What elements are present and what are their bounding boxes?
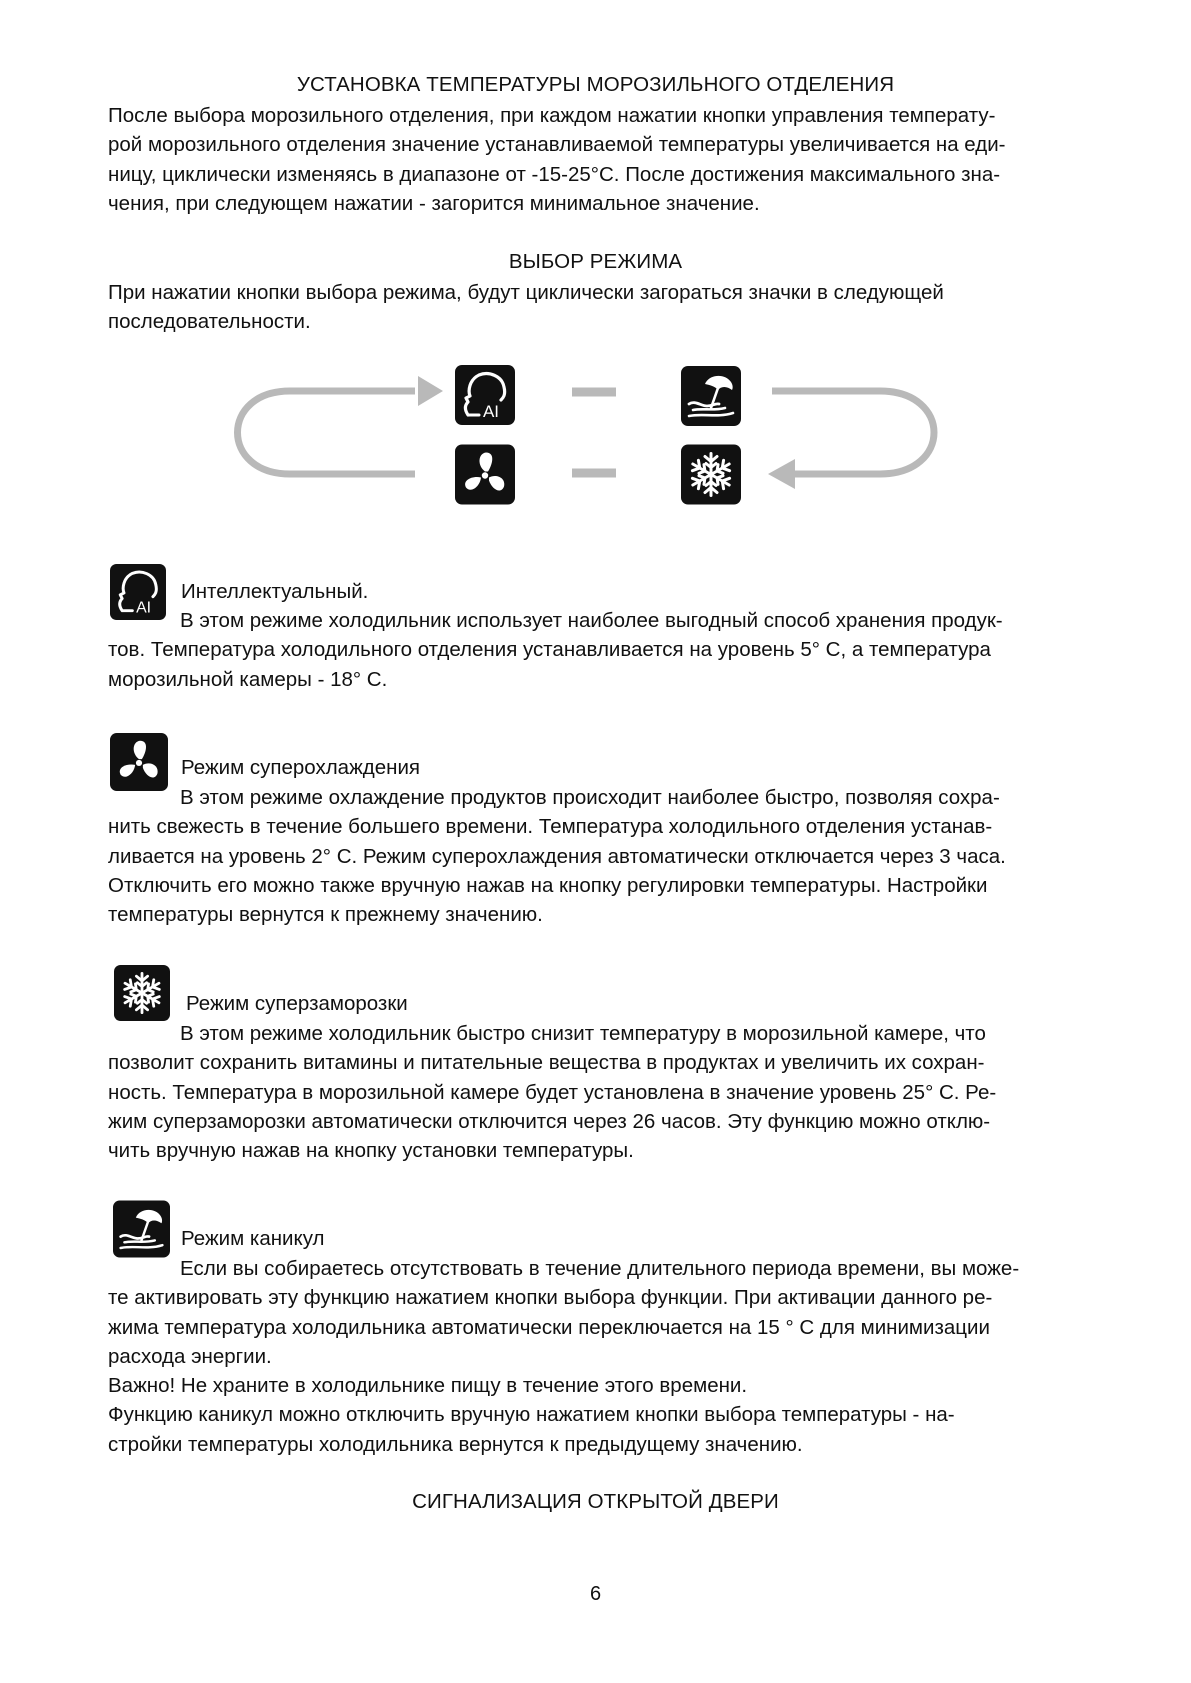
right-cycle-arrow: [772, 391, 934, 474]
text-line: ницу, циклически изменяясь в диапазоне от -15-25°С. После достижения максимального зна-: [108, 162, 1001, 186]
text-line: позволит сохранить витамины и питательные вещества в продуктах и увеличить их сохран-: [108, 1051, 985, 1075]
text-line: температуры вернутся к прежнему значению.: [108, 903, 543, 927]
text-line: последовательности.: [108, 310, 311, 334]
left-cycle-arrow: [238, 391, 416, 474]
superfreeze-mode-title: Режим суперзаморозки: [186, 992, 408, 1015]
mode-select-heading: ВЫБОР РЕЖИМА: [508, 250, 683, 273]
door-alarm-heading: СИГНАЛИЗАЦИЯ ОТКРЫТОЙ ДВЕРИ: [412, 1490, 779, 1513]
supercool-mode-title: Режим суперохлаждения: [181, 756, 421, 779]
holiday-mode-title: Режим каникул: [181, 1227, 325, 1250]
text-line: После выбора морозильного отделения, при каждом нажатии кнопки управления температу-: [108, 104, 996, 127]
text-line: расхода энергии.: [108, 1344, 272, 1368]
page-number: 6: [589, 1583, 602, 1605]
snowflake-icon: [681, 443, 741, 506]
text-line: Важно! Не храните в холодильнике пищу в течение этого времени.: [108, 1374, 748, 1398]
snowflake-icon: [114, 962, 170, 1024]
text-line: рой морозильного отделения значение устанавливаемой температуры увеличивается на еди-: [108, 133, 1006, 157]
text-line: Отключить его можно также вручную нажав на кнопку регулировки температуры. Настройки: [108, 873, 988, 897]
text-line: ность. Температура в морозильной камере будет установлена в значение уровень 25° С. Ре-: [108, 1080, 997, 1104]
text-line: нить свежесть в течение большего времени. Температура холодильного отделения устанав-: [108, 815, 993, 839]
umbrella-icon: [113, 1198, 170, 1260]
text-line: Если вы собираетесь отсутствовать в течение длительного периода времени, вы може-: [180, 1257, 1020, 1280]
supercool-mode-text: [108, 783, 1093, 929]
superfreeze-mode-text: [108, 1019, 1093, 1165]
ai-mode-title: Интеллектуальный.: [181, 580, 369, 603]
text-line: чить вручную нажав на кнопку установки температуры.: [108, 1139, 634, 1163]
umbrella-icon: [681, 364, 741, 428]
text-line: Функцию каникул можно отключить вручную нажатием кнопки выбора температуры - на-: [108, 1403, 955, 1427]
fan-icon: [455, 443, 515, 506]
text-line: жим суперзаморозки автоматически отключится через 26 часов. Эту функцию можно отклю-: [108, 1109, 991, 1133]
cycle-arrows: [0, 0, 1191, 560]
arrow-head-left: [768, 459, 795, 489]
text-line: морозильной камеры - 18° С.: [108, 667, 388, 691]
holiday-mode-text: [108, 1254, 1093, 1459]
text-line: В этом режиме охлаждение продуктов происходит наиболее быстро, позволяя сохра-: [180, 786, 1000, 809]
text-line: тов. Температура холодильного отделения устанавливается на уровень 5° С, а температура: [108, 638, 991, 662]
text-line: те активировать эту функцию нажатием кнопки выбора функции. При активации данного ре-: [108, 1286, 993, 1310]
ai-head-icon: [455, 362, 515, 428]
freezer-temp-heading: УСТАНОВКА ТЕМПЕРАТУРЫ МОРОЗИЛЬНОГО ОТДЕЛЕНИЯ: [296, 73, 895, 96]
text-line: чения, при следующем нажатии - загорится минимальное значение.: [108, 191, 760, 215]
text-line: При нажатии кнопки выбора режима, будут циклически загораться значки в следующей: [108, 281, 944, 304]
text-line: ливается на уровень 2° С. Режим суперохлаждения автоматически отключается через 3 часа.: [108, 844, 1006, 868]
text-line: жима температура холодильника автоматически переключается на 15 ° С для минимизации: [108, 1315, 990, 1339]
arrow-head-right: [418, 376, 443, 406]
text-line: В этом режиме холодильник использует наиболее выгодный способ хранения продук-: [180, 609, 1003, 632]
text-line: стройки температуры холодильника вернутся к предыдущему значению.: [108, 1432, 803, 1456]
ai-mode-text: [108, 606, 1093, 694]
text-line: В этом режиме холодильник быстро снизит температуру в морозильной камере, что: [180, 1022, 986, 1045]
